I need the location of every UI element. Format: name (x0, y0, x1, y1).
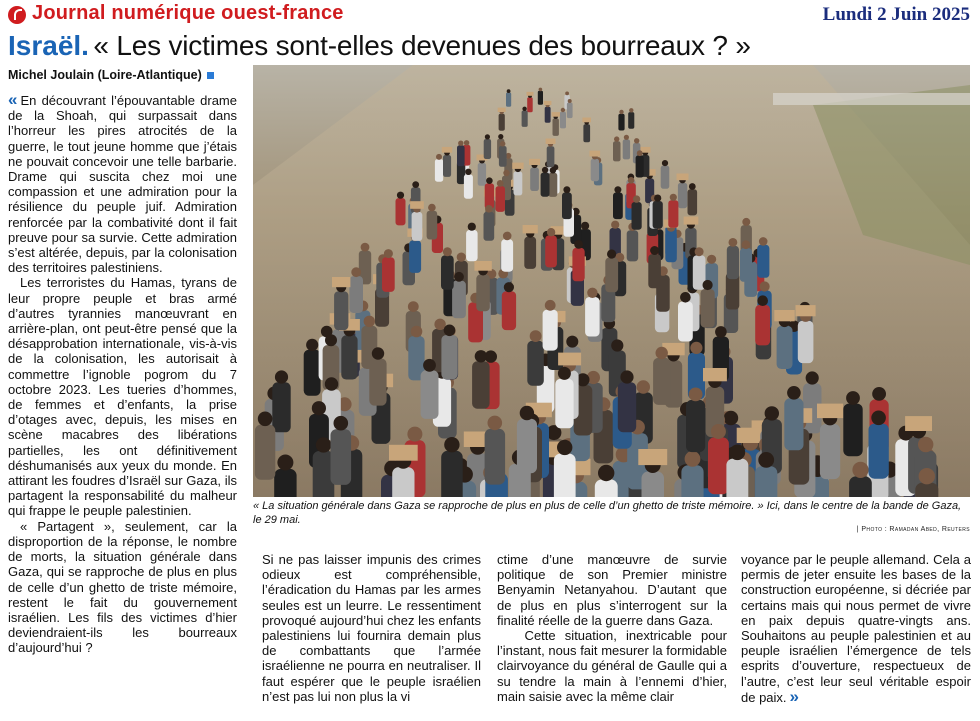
crowd-person-body (522, 111, 528, 127)
crowd-person-head (629, 108, 633, 112)
crowd-person-head (685, 451, 701, 467)
crowd-person-head (364, 316, 375, 327)
article-text: ctime d’une manœuvre de survie politique de son Premier ministre Benyamin Netanyahou. D’autant que de plus en plus s’interrogent sur la finalité réelle de la guerre dans Gaza. (497, 552, 727, 628)
carried-box (523, 225, 538, 233)
crowd-person-body (369, 359, 386, 406)
crowd-person-body (668, 200, 678, 228)
carried-box (410, 201, 424, 209)
crowd-person-head (488, 416, 503, 431)
crowd-person-body (485, 183, 494, 208)
crowd-person-body (543, 310, 558, 351)
crowd-person-body (583, 124, 590, 142)
crowd-person-head (742, 218, 750, 226)
crowd-person-body (274, 469, 296, 497)
crowd-person-head (503, 170, 509, 176)
crowd-person-head (742, 240, 751, 249)
crowd-photo-illustration (253, 65, 970, 497)
carried-box (703, 368, 727, 381)
crowd-person-body (554, 454, 576, 497)
crowd-person-head (566, 336, 578, 348)
headline-title: « Les victimes sont-elles devenues des bourreaux ? » (93, 30, 751, 61)
crowd-person-head (765, 406, 779, 420)
crowd-person-body (545, 236, 557, 268)
closing-quote-mark: » (789, 686, 800, 706)
carried-box (552, 112, 560, 117)
carried-box (905, 416, 932, 431)
crowd-person-body (678, 302, 693, 342)
crowd-person-body (678, 183, 687, 208)
article-paragraph: « Partagent », seulement, car la disproportion de la réponse, le nombre de morts, la situation générale dans Gaza, qui se rapproche de plus en plus de celle d’un ghetto de triste mémoire, restent le fait du gouvernement israélien. Les fils des victimes d’hier deviendraient-ils les bourreaux d’aujourd’hui ? (8, 518, 237, 656)
article-paragraph: Si ne pas laisser impunis des crimes odieux est compréhensible, l’éradication du Hamas par les armes seules est un leurre. Le ressentiment provoqué aujourd’hui chez les enfants palestiniens lui fournira demain plus de combattants que l’armée israélienne ne pourra en neutraliser. Il faut espérer que le peuple israélien n’est pas lui non plus la vi (262, 552, 481, 704)
crowd-person-body (472, 361, 490, 408)
crowd-person-body (331, 429, 352, 485)
crowd-person-head (468, 223, 476, 231)
crowd-person-body (653, 358, 670, 405)
crowd-person-head (503, 232, 512, 241)
crowd-person-body (478, 163, 486, 186)
crowd-person-head (539, 88, 543, 92)
photo-caption: « La situation générale dans Gaza se rapproche de plus en plus de celle d’un ghetto de triste mémoire. » Ici, dans le centre de la bande de Gaza, le 29 mai. (253, 500, 962, 526)
crowd-person-head (695, 247, 704, 256)
crowd-person-body (545, 107, 551, 123)
crowd-person-head (806, 371, 819, 384)
crowd-person-head (563, 186, 570, 193)
crowd-person-body (506, 93, 511, 107)
crowd-person-body (727, 246, 739, 279)
crowd-person-body (464, 174, 473, 198)
publication-date: Lundi 2 Juin 2025 (822, 4, 970, 25)
crowd-person-head (680, 292, 691, 303)
carried-box (677, 174, 689, 181)
crowd-person-head (611, 339, 623, 351)
crowd-person-head (497, 180, 504, 187)
crowd-person-body (499, 146, 507, 167)
crowd-person-head (872, 387, 886, 401)
crowd-person-head (522, 107, 526, 111)
crowd-person-body (642, 472, 665, 498)
crowd-person-body (409, 240, 421, 273)
crowd-person-head (757, 295, 768, 306)
carried-box (590, 151, 601, 157)
crowd-person-head (650, 246, 659, 255)
crowd-person-body (524, 237, 536, 269)
crowd-person-body (849, 476, 872, 497)
crowd-person-head (547, 228, 555, 236)
crowd-person-head (689, 183, 696, 190)
news-photo (253, 65, 970, 497)
crowd-person-head (633, 195, 640, 202)
crowd-person-head (504, 282, 514, 292)
crowd-person-body (443, 155, 451, 177)
crowd-person-body (502, 291, 516, 330)
crowd-person-body (595, 480, 618, 498)
crowd-person-body (527, 97, 533, 112)
crowd-person-head (787, 386, 801, 400)
crowd-person-head (614, 186, 621, 193)
crowd-person-body (648, 254, 661, 288)
crowd-person-head (637, 380, 650, 393)
crowd-person-body (740, 248, 752, 281)
crowd-person-body (441, 451, 463, 497)
carried-box (546, 139, 556, 145)
carried-box (332, 277, 350, 287)
crowd-person-body (530, 168, 539, 192)
crowd-person-head (412, 181, 419, 188)
crowd-person-body (632, 202, 642, 230)
crowd-person-body (701, 289, 715, 328)
crowd-person-body (514, 171, 523, 195)
article-column-left (8, 92, 237, 716)
crowd-person-head (628, 177, 635, 184)
carried-box (527, 92, 534, 96)
crowd-person-body (421, 370, 439, 419)
crowd-person-head (558, 367, 571, 380)
crowd-person-head (454, 272, 464, 282)
carried-box (544, 101, 552, 105)
crowd-person-head (507, 89, 511, 93)
crowd-person-head (759, 237, 768, 246)
crowd-person-head (568, 99, 572, 103)
crowd-person-body (541, 173, 550, 197)
article-paragraph: « En découvrant l’épouvantable drame de la Shoah, qui surpassait dans l’horreur les pires atrocités de la guerre, le tout jeune homme que j’étais ne pouvait concevoir une telle barbarie. Drame qui suscita chez moi une compassion et une admiration pour la résilience du peuple juif. Admiration renforcée par la combativité dont il fait preuve pour sa survie. Cette admiration s’est altérée, depuis, par la colonisation des territoires palestiniens. (8, 92, 237, 276)
crowd-person-head (619, 110, 623, 114)
crowd-person-head (730, 445, 746, 461)
crowd-person-head (689, 388, 703, 402)
headline-kicker: Israël. (8, 30, 89, 61)
crowd-person-body (499, 114, 505, 131)
crowd-person-body (784, 398, 803, 450)
crowd-person-body (349, 276, 363, 313)
crowd-person-head (545, 300, 556, 311)
carried-box (474, 261, 491, 271)
crowd-person-body (457, 145, 465, 166)
crowd-person-body (681, 465, 703, 497)
crowd-person-body (755, 466, 777, 497)
crowd-person-head (620, 370, 633, 383)
crowd-person-head (846, 391, 860, 405)
crowd-person-head (670, 194, 677, 201)
crowd-person-body (605, 258, 618, 293)
crowd-person-body (613, 193, 623, 220)
crowd-person-body (553, 119, 559, 136)
crowd-person-body (435, 159, 443, 182)
article-paragraph (497, 552, 727, 704)
crowd-person-body (562, 193, 572, 220)
crowd-person-head (662, 160, 668, 166)
crowd-person-head (312, 401, 326, 415)
crowd-person-body (548, 173, 557, 197)
crowd-person-head (758, 452, 774, 468)
crowd-person-head (760, 281, 770, 291)
crowd-person-body (484, 139, 491, 159)
crowd-person-head (485, 205, 493, 213)
article-column-2 (262, 552, 481, 718)
crowd-person-body (466, 230, 478, 261)
crowd-person-body (396, 198, 406, 225)
carried-box (796, 305, 816, 316)
masthead (8, 2, 972, 28)
crowd-person-body (777, 326, 793, 369)
crowd-person-head (587, 288, 597, 298)
crowd-person-head (444, 325, 456, 337)
crowd-person-body (427, 211, 438, 240)
crowd-person-body (555, 379, 573, 429)
crowd-person-head (530, 330, 542, 342)
crowd-person-head (372, 347, 384, 359)
crowd-person-head (724, 411, 739, 426)
crowd-person-body (484, 212, 495, 241)
crowd-person-head (624, 135, 629, 140)
crowd-person-head (316, 437, 331, 452)
crowd-person-body (843, 404, 862, 457)
crowd-person-body (341, 335, 357, 379)
crowd-person-head (407, 427, 422, 442)
crowd-person-head (500, 141, 505, 146)
crowd-person-head (871, 411, 886, 426)
crowd-person-head (711, 424, 726, 439)
crowd-person-head (384, 249, 393, 258)
closing-line: voyance par le peuple allemand. Cela a permis de jeter ensuite les bases de la construction européenne, si décriée par certains mais qui nous permet de vivre en paix depuis quatre-vingts ans. Souhaitons au peuple palestinien et au peuple israélien l’émergence de tels esprits d’ouverture, respectueux de l’autre, c’est leur seul véritable espoir de paix. (741, 552, 971, 705)
crowd-person-head (520, 406, 534, 420)
crowd-person-body (392, 467, 414, 497)
author-name: Michel Joulain (Loire-Atlantique) (8, 68, 202, 82)
crowd-person-head (275, 370, 288, 383)
crowd-person-head (306, 339, 318, 351)
crowd-person-body (517, 419, 537, 474)
crowd-person-head (465, 169, 471, 175)
crowd-person-head (598, 465, 614, 481)
crowd-person-body (820, 424, 840, 479)
article-column-3 (497, 552, 727, 718)
crowd-person-body (382, 257, 395, 292)
article-column-4 (741, 552, 971, 718)
crowd-person-head (408, 301, 419, 312)
crowd-person-body (452, 281, 466, 319)
crowd-person-body (334, 291, 348, 330)
crowd-person-head (436, 154, 442, 160)
carried-box (582, 118, 591, 123)
crowd-person-head (614, 136, 619, 141)
crowd-person-head (581, 222, 589, 230)
carried-box (442, 147, 452, 153)
crowd-person-head (351, 267, 361, 277)
crowd-person-head (607, 249, 616, 258)
crowd-person-head (654, 195, 661, 202)
crowd-person-body (560, 112, 566, 129)
crowd-person-body (636, 156, 644, 178)
crowd-person-body (915, 483, 938, 497)
crowd-person-body (618, 382, 636, 432)
crowd-person-head (634, 138, 639, 143)
crowd-person-body (661, 166, 670, 189)
crowd-person-head (498, 134, 503, 139)
crowd-person-body (441, 335, 457, 379)
crowd-person-body (653, 201, 663, 229)
crowd-person-head (918, 437, 933, 452)
crowd-person-head (443, 247, 452, 256)
opening-quote-mark: « (8, 92, 18, 109)
carried-box (512, 163, 523, 169)
crowd-person-head (458, 141, 463, 146)
crowd-person-head (707, 255, 716, 264)
crowd-person-body (869, 424, 889, 479)
crowd-person-body (585, 297, 600, 337)
crowd-person-body (613, 141, 621, 161)
crowd-person-head (258, 412, 273, 427)
crowd-person-body (304, 350, 321, 396)
crowd-person-body (538, 91, 543, 105)
crowd-person-head (611, 221, 619, 229)
crowd-person-body (272, 382, 290, 432)
brand-name: Journal numérique ouest-france (32, 2, 344, 24)
crowd-person-body (686, 400, 705, 452)
crowd-person-head (550, 167, 556, 173)
crowd-person-head (411, 326, 423, 338)
crowd-person-head (561, 108, 565, 112)
crowd-person-body (547, 146, 555, 167)
carried-box (638, 449, 667, 465)
crowd-person-body (708, 437, 729, 494)
crowd-person-head (361, 243, 370, 252)
crowd-person-head (565, 92, 569, 96)
crowd-person-head (703, 280, 713, 290)
crowd-person-head (464, 140, 469, 145)
crowd-person-head (428, 204, 436, 212)
crowd-person-head (690, 342, 702, 354)
crowd-person-body (628, 112, 634, 129)
crowd-person-body (441, 255, 454, 289)
crowd-person-head (557, 440, 572, 455)
crowd-person-head (334, 416, 349, 431)
crowd-person-body (485, 429, 506, 485)
crowd-person-head (919, 468, 935, 484)
crowd-person-head (574, 240, 583, 249)
crowd-person-body (255, 425, 275, 480)
crowd-person-body (618, 114, 624, 131)
crowd-person-head (277, 455, 293, 471)
crowd-person-body (567, 103, 573, 119)
crowd-person-head (444, 437, 459, 452)
author-square-icon (207, 72, 214, 79)
crowd-person-body (726, 459, 748, 497)
crowd-person-head (486, 177, 493, 184)
carried-box (498, 108, 506, 112)
crowd-person-head (542, 167, 548, 173)
author-line (8, 68, 214, 82)
crowd-person-body (501, 239, 513, 271)
crowd-person-body (623, 139, 630, 159)
crowd-person-body (476, 275, 490, 312)
carried-box (389, 445, 418, 461)
ouest-france-logo-icon (8, 6, 26, 24)
headline (8, 30, 976, 66)
crowd-person-body (755, 305, 770, 346)
crowd-person-head (729, 238, 738, 247)
article-paragraph-end (741, 552, 971, 705)
crowd-person-head (852, 462, 868, 478)
crowd-person-head (457, 253, 466, 262)
crowd-person-body (527, 341, 544, 386)
crowd-person-body (757, 245, 769, 278)
carried-box (817, 404, 843, 419)
crowd-person-body (798, 321, 814, 363)
carried-box (558, 353, 581, 366)
crowd-person-body (688, 189, 698, 215)
crowd-person-body (591, 159, 599, 181)
crowd-person-head (485, 134, 490, 139)
crowd-person-body (412, 212, 423, 241)
crowd-person-head (475, 350, 487, 362)
carried-box (684, 217, 699, 225)
photo-credit: | Photo : Ramadan Abed, Reuters (856, 526, 970, 533)
crowd-person-body (665, 231, 677, 262)
crowd-person-body (572, 248, 584, 281)
crowd-person-head (325, 334, 337, 346)
crowd-person-body (496, 186, 506, 212)
carried-box (529, 159, 540, 165)
crowd-person-head (397, 192, 404, 199)
article-paragraph: Les terroristes du Hamas, tyrans de leur propre peuple et bras armé d’autres tyrannies manœuvrant en arrière-plan, ont peut-être pensé que la désapprobation internationale, vis-à-vis de la colonisation, les autorisait à commettre l’ignoble pogrom du 7 octobre 2023. Les tueries d’hommes, de femmes et d’enfants, la prise d’otages avec, depuis, les mises en scène macabres des libérations partielles, les ont définitivement déshumanisés aux yeux du monde. En attirant les foudres d’Israël sur Gaza, ils partagent la responsabilité du malheur qui frappe le peuple palestinien. (8, 275, 237, 519)
article-text: Cette situation, inextricable pour l’instant, nous fait mesurer la formidable clairvoyance du général de Gaulle qui a su tendre la main à l’ennemi d’hier, main saisie avec la même clair (497, 628, 727, 704)
crowd-person-head (715, 326, 727, 338)
crowd-person-head (325, 377, 338, 390)
crowd-person-head (423, 359, 436, 372)
crowd-person-head (656, 347, 668, 359)
carried-box (774, 310, 794, 321)
crowd-person-body (627, 230, 639, 261)
crowd-person-head (637, 150, 643, 156)
